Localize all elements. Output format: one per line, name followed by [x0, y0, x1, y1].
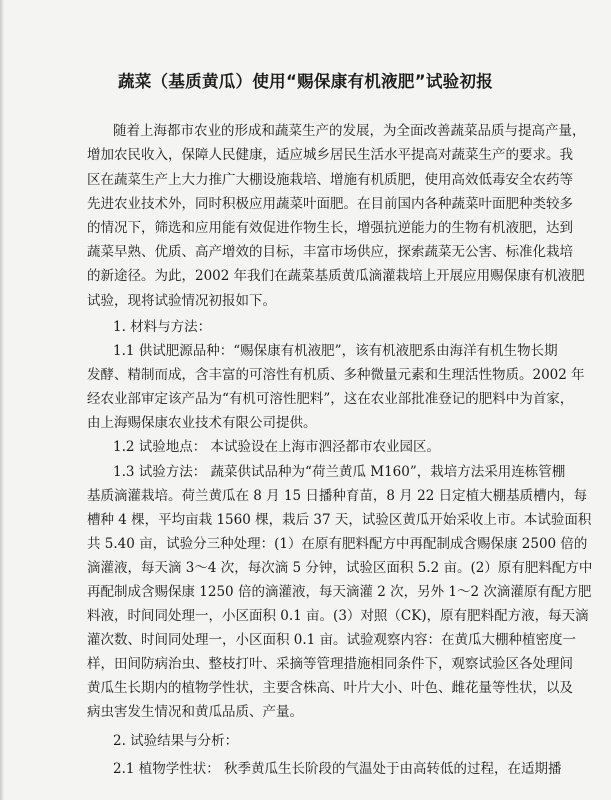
paragraph-line: 1.2 试验地点： 本试验设在上海市泗泾都市农业园区。 — [113, 439, 441, 455]
scan-edge-shadow — [0, 0, 4, 800]
paragraph-line: 样，田间防病治虫、整枝打叶、采摘等管理措施相同条件下，观察试验区各处理间 — [87, 656, 573, 672]
paragraph-line: 2.1 植物学性状： 秋季黄瓜生长阶段的气温处于由高转低的过程，在适期播 — [113, 761, 562, 777]
document-title: 蔬菜（基质黄瓜）使用“赐保康有机液肥”试验初报 — [117, 72, 494, 91]
paragraph-line: 先进农业技术外，同时积极应用蔬菜叶面肥。在目前国内各种蔬菜叶面肥种类较多 — [87, 196, 573, 212]
paragraph-line: 发酵、精制而成，含丰富的可溶性有机质、多种微量元素和生理活性物质。2002 年 — [87, 367, 585, 383]
paragraph-line: 1.1 供试肥源品种：“赐保康有机液肥”，该有机液肥系由海洋有机生物长期 — [113, 343, 558, 359]
paragraph-line: 由上海赐保康农业技术有限公司提供。 — [87, 415, 317, 431]
paragraph-line: 料液，时间同处理一，小区面积 0.1 亩。(3）对照（CK)，原有肥料配方液，每天滴 — [87, 608, 589, 624]
paragraph-line: 蔬菜早熟、优质、高产增效的目标，丰富市场供应，探索蔬菜无公害、标准化栽培 — [87, 244, 573, 260]
paragraph-line: 区在蔬菜生产上大力推广大棚设施栽培、增施有机质肥，使用高效低毒安全农药等 — [87, 172, 573, 188]
paragraph-line: 滴灌液，每天滴 3～4 次，每次滴 5 分钟，试验区面积 5.2 亩。(2）原有肥料配方中 — [87, 560, 593, 576]
paragraph-line: 黄瓜生长期内的植物学性状，主要含株高、叶片大小、叶色、雌花量等性状，以及 — [87, 680, 573, 696]
paragraph-line: 的情况下，筛选和应用能有效促进作物生长，增强抗逆能力的生物有机液肥，达到 — [87, 220, 573, 236]
section-heading: 2. 试验结果与分析： — [113, 733, 239, 749]
paragraph-line: 基质滴灌栽培。荷兰黄瓜在 8 月 15 日播种育苗，8 月 22 日定植大棚基质槽内，每 — [87, 488, 588, 504]
paragraph-line: 经农业部审定该产品为“有机可溶性肥料”，这在农业部批准登记的肥料中为首家， — [87, 391, 574, 407]
paragraph-line: 1.3 试验方法： 蔬菜供试品种为“荷兰黄瓜 M160”，栽培方法采用连栋管棚 — [113, 464, 566, 480]
paragraph-line: 的新途径。为此，2002 年我们在蔬菜基质黄瓜滴灌栽培上开展应用赐保康有机液肥 — [87, 268, 585, 284]
paragraph-line: 灌次数、时间同处理一，小区面积 0.1 亩。试验观察内容：在黄瓜大棚种植密度一 — [87, 632, 577, 648]
paragraph-line: 再配制成含赐保康 1250 倍的滴灌液，每天滴灌 2 次，另外 1～2 次滴灌原有配方肥 — [87, 584, 592, 600]
paragraph-line: 槽种 4 棵，平均亩栽 1560 棵，栽后 37 天，试验区黄瓜开始采收上市。本试验面积 — [87, 512, 592, 528]
paragraph-line: 增加农民收入，保障人民健康，适应城乡居民生活水平提高对蔬菜生产的要求。我 — [87, 147, 573, 163]
paragraph-line: 试验，现将试验情况初报如下。 — [87, 293, 276, 309]
paragraph-line: 病虫害发生情况和黄瓜品质、产量。 — [87, 704, 303, 720]
section-heading: 1. 材料与方法： — [113, 319, 212, 335]
paragraph-line: 共 5.40 亩，试验分三种处理：(1）在原有肥料配方中再配制成含赐保康 2500 倍的 — [87, 536, 588, 552]
paragraph-line: 随着上海都市农业的形成和蔬菜生产的发展，为全面改善蔬菜品质与提高产量， — [113, 123, 586, 139]
